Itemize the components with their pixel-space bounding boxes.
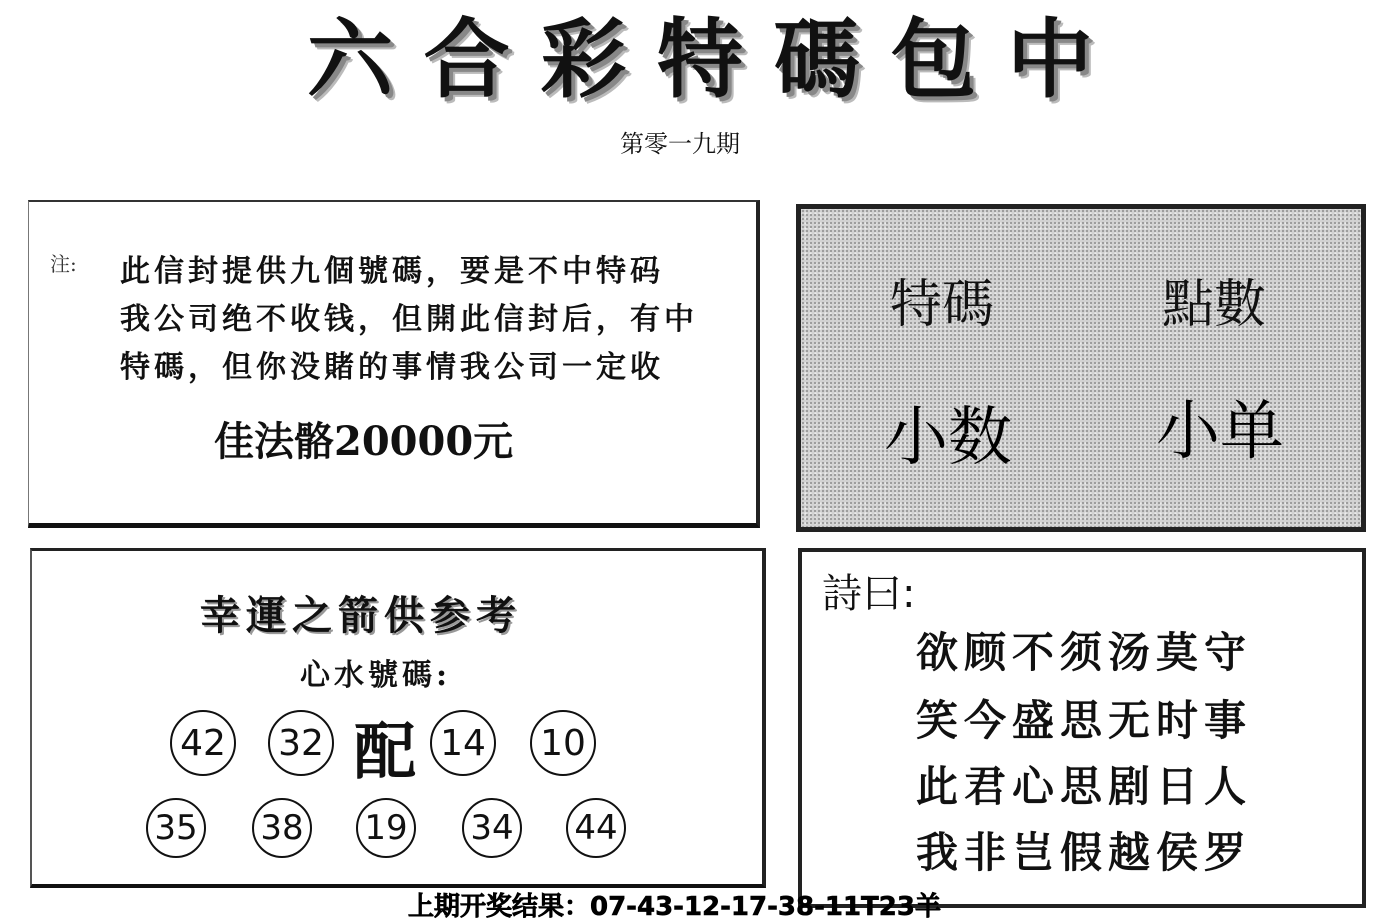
number-ball: 10 (530, 710, 596, 776)
number-ball: 14 (430, 710, 496, 776)
issue-number: 第零一九期 (620, 130, 740, 158)
special-code-value: 小数 (884, 401, 1012, 475)
last-draw-result: 上期开奖结果：07-43-12-17-38-11T23羊 (408, 892, 941, 922)
title-char: 包 (890, 9, 977, 110)
title-char: 碼 (773, 9, 860, 110)
note-amount: 佳法骼20000元 (214, 418, 514, 465)
title-char: 合 (423, 9, 510, 110)
pair-char: 配 (354, 715, 417, 788)
points-value: 小单 (1156, 395, 1284, 469)
number-ball: 38 (252, 798, 312, 858)
page-title (300, 10, 1100, 110)
special-code-panel (796, 204, 1366, 532)
title-char: 中 (1006, 9, 1093, 110)
poem-line: 笑今盛思无时事 (916, 696, 1253, 745)
number-ball: 35 (146, 798, 206, 858)
poem-line: 欲顾不须汤莫守 (916, 628, 1253, 677)
note-line: 此信封提供九個號碼，要是不中特码 (120, 254, 664, 289)
title-char: 六 (307, 9, 393, 110)
points-heading: 點數 (1162, 275, 1267, 335)
special-code-heading: 特碼 (890, 275, 995, 335)
title-char: 彩 (540, 9, 627, 110)
poem-line: 此君心思剧日人 (916, 762, 1253, 811)
number-ball: 34 (462, 798, 522, 858)
poem-line: 我非岂假越侯罗 (916, 828, 1253, 877)
number-ball: 32 (268, 710, 334, 776)
lucky-subtitle: 心水號碼: (300, 658, 452, 693)
number-ball: 44 (566, 798, 626, 858)
note-label: 注: (50, 252, 77, 276)
title-char: 特 (656, 9, 743, 110)
number-ball: 19 (356, 798, 416, 858)
number-ball: 42 (170, 710, 236, 776)
lucky-title: 幸運之箭供参考 (200, 592, 522, 639)
note-line: 特碼，但你没賭的事情我公司一定收 (120, 350, 664, 385)
poem-label: 詩曰: (822, 571, 916, 617)
note-line: 我公司绝不收钱，但開此信封后，有中 (120, 302, 698, 337)
